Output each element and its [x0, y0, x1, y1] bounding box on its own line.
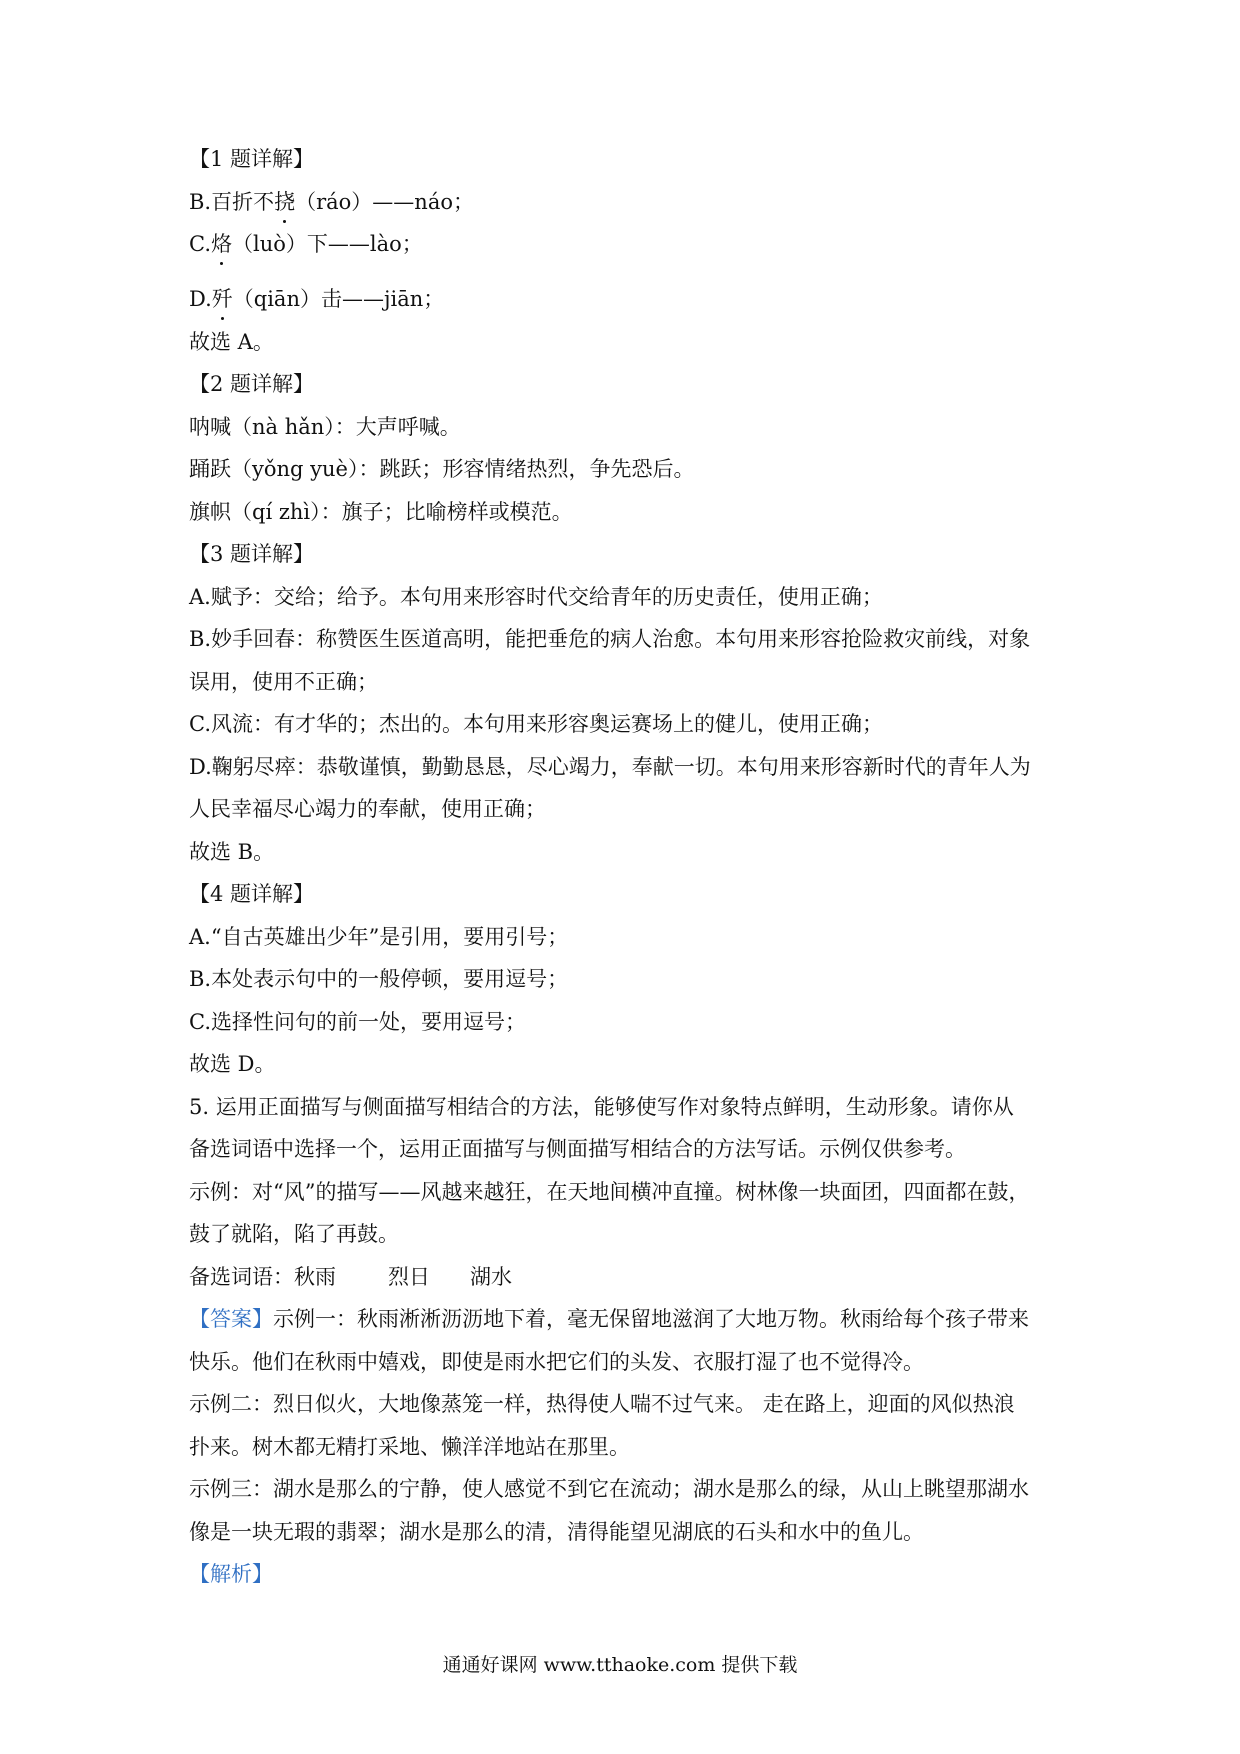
q5-option: 烈日	[388, 1264, 430, 1289]
q4-heading: 【4 题详解】	[189, 882, 315, 906]
q3-conclusion: 故选 B。	[189, 839, 275, 864]
q5-example-line: 示例：对“风”的描写——风越来越狂，在天地间横冲直撞。树林像一块面团，四面都在鼓，	[189, 1179, 1030, 1204]
q1-conclusion: 故选 A。	[189, 329, 274, 354]
q5-question-line: 备选词语中选择一个，运用正面描写与侧面描写相结合的方法写话。示例仅供参考。	[189, 1137, 966, 1161]
q1-d-pre: D.	[189, 287, 212, 311]
q3-line: 人民幸福尽心竭力的奉献，使用正确；	[189, 797, 546, 821]
q2-line: 旗帜（qí zhì）：旗子；比喻榜样或模范。	[189, 499, 573, 524]
q5-answer-line: 示例三：湖水是那么的宁静，使人感觉不到它在流动；湖水是那么的绿，从山上眺望那湖水	[189, 1477, 1029, 1501]
q5-options-label: 备选词语：	[189, 1264, 294, 1289]
q5-options	[189, 1262, 1069, 1292]
q5-answer-line: 示例二：烈日似火，大地像蒸笼一样，热得使人喘不过气来。 走在路上，迎面的风似热浪	[189, 1392, 1015, 1416]
q1-b-pre: B.百折不	[189, 189, 275, 214]
q4-line: B.本处表示句中的一般停顿，要用逗号；	[189, 967, 569, 991]
q1-heading: 【1 题详解】	[189, 147, 315, 171]
q3-line: A.赋予：交给；给予。本句用来形容时代交给青年的历史责任，使用正确；	[189, 584, 883, 609]
q1-c-post: （luò）下——lào；	[232, 232, 423, 256]
q4-line: C.选择性问句的前一处，要用逗号；	[189, 1009, 526, 1034]
q5-option: 秋雨	[294, 1264, 336, 1289]
q5-example-line: 鼓了就陷，陷了再鼓。	[189, 1222, 399, 1246]
q1-option-b	[189, 187, 1069, 217]
q1-c-dotted-char: 烙	[211, 229, 232, 259]
q1-d-dotted-char: 歼	[212, 284, 233, 314]
q1-d-post: （qiān）击——jiān；	[232, 287, 445, 311]
q2-line: 踊跃（yǒng yuè）：跳跃；形容情绪热烈，争先恐后。	[189, 457, 695, 481]
q1-option-d	[189, 284, 1069, 314]
q3-line: 误用，使用不正确；	[189, 669, 378, 694]
q1-b-post: （ráo）——náo；	[295, 189, 474, 214]
answer-tag: 【答案】	[189, 1307, 273, 1331]
q5-option: 湖水	[470, 1264, 512, 1289]
q4-line: A.“自古英雄出少年”是引用，要用引号；	[189, 924, 569, 949]
q5-question-line: 5. 运用正面描写与侧面描写相结合的方法，能够使写作对象特点鲜明，生动形象。请你从	[189, 1094, 1014, 1119]
q1-c-pre: C.	[189, 232, 211, 256]
q5-answer-line: 像是一块无瑕的翡翠；湖水是那么的清，清得能望见湖底的石头和水中的鱼儿。	[189, 1519, 924, 1544]
q1-option-c	[189, 229, 1069, 259]
analysis-tag: 【解析】	[189, 1562, 273, 1586]
q2-line: 呐喊（nà hǎn）：大声呼喊。	[189, 414, 461, 439]
q5-answer-line: 扑来。树木都无精打采地、懒洋洋地站在那里。	[189, 1434, 630, 1459]
answer-text: 示例一：秋雨淅淅沥沥地下着，毫无保留地滋润了大地万物。秋雨给每个孩子带来	[273, 1307, 1029, 1331]
q3-line: C.风流：有才华的；杰出的。本句用来形容奥运赛场上的健儿，使用正确；	[189, 712, 883, 736]
document-content	[189, 144, 1069, 1589]
q2-heading: 【2 题详解】	[189, 372, 315, 396]
q1-b-dotted-char: 挠	[274, 187, 295, 217]
page-footer: 通通好课网 www.tthaoke.com 提供下载	[442, 1654, 798, 1676]
q3-line: B.妙手回春：称赞医生医道高明，能把垂危的病人治愈。本句用来形容抢险救灾前线，对象	[189, 627, 1031, 651]
q4-conclusion: 故选 D。	[189, 1052, 276, 1076]
q3-heading: 【3 题详解】	[189, 542, 315, 566]
q3-line: D.鞠躬尽瘁：恭敬谨慎，勤勤恳恳，尽心竭力，奉献一切。本句用来形容新时代的青年人为	[189, 754, 1031, 779]
q5-answer-line	[189, 1304, 1069, 1334]
q5-answer-line: 快乐。他们在秋雨中嬉戏，即使是雨水把它们的头发、衣服打湿了也不觉得冷。	[189, 1349, 924, 1374]
